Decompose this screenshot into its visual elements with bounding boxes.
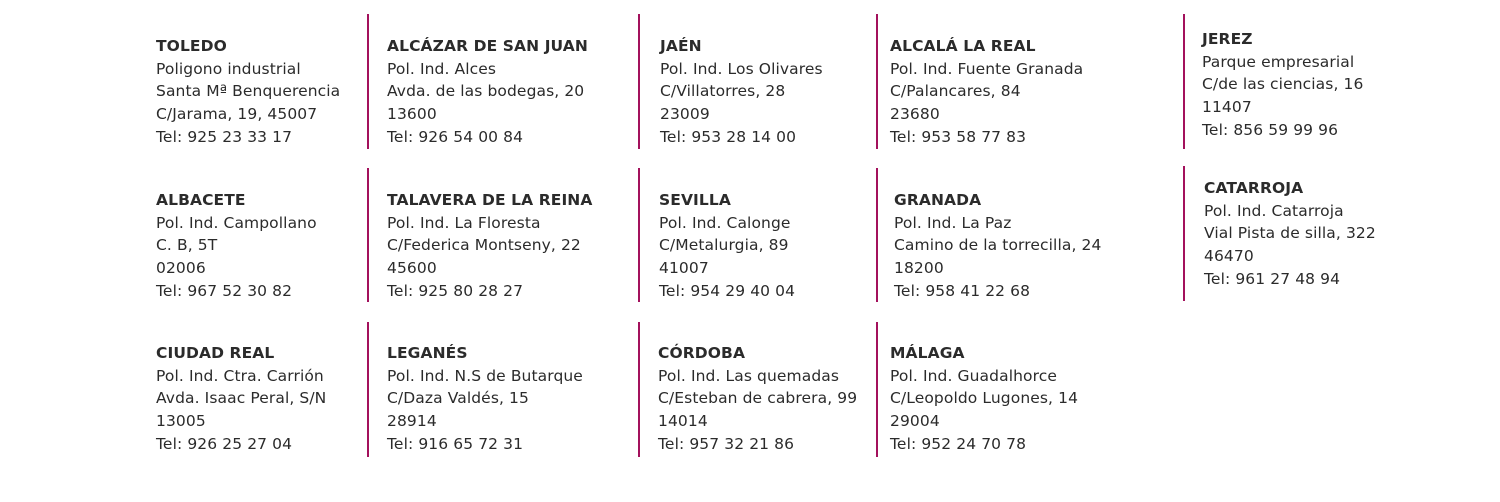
office-name: ALCÁZAR DE SAN JUAN [387, 37, 588, 55]
office-name: ALCALÁ LA REAL [890, 37, 1036, 55]
office-address-line: Pol. Ind. Alces [387, 59, 497, 78]
office-phone: Tel: 967 52 30 82 [156, 281, 293, 300]
office-name: TOLEDO [156, 37, 227, 55]
office-address-line: 46470 [1204, 247, 1254, 266]
office-address-line: 14014 [658, 412, 708, 431]
office-phone: Tel: 952 24 70 78 [890, 434, 1027, 453]
office-toledo [156, 35, 340, 149]
office-address-line: Avda. Isaac Peral, S/N [156, 389, 327, 408]
office-address-line: Pol. Ind. Catarroja [1204, 201, 1344, 220]
office-name: CIUDAD REAL [156, 344, 275, 362]
office-name: JEREZ [1202, 30, 1253, 48]
divider [638, 322, 640, 457]
office-address-line: C/Federica Montseny, 22 [387, 236, 581, 255]
office-sevilla [659, 189, 795, 303]
office-address-line: Poligono industrial [156, 59, 301, 78]
office-address-line: Pol. Ind. Guadalhorce [890, 366, 1057, 385]
office-malaga [890, 342, 1078, 456]
office-leganes [387, 342, 583, 456]
office-granada [894, 189, 1101, 303]
office-albacete [156, 189, 317, 303]
office-address-line: C/Metalurgia, 89 [659, 236, 789, 255]
office-address-line: Pol. Ind. La Floresta [387, 213, 541, 232]
office-phone: Tel: 856 59 99 96 [1202, 120, 1339, 139]
divider [638, 168, 640, 302]
office-address-line: Pol. Ind. Calonge [659, 213, 791, 232]
office-address-line: C/de las ciencias, 16 [1202, 75, 1364, 94]
office-name: CÓRDOBA [658, 344, 746, 362]
divider [1183, 166, 1185, 301]
office-address-line: 29004 [890, 412, 940, 431]
office-phone: Tel: 958 41 22 68 [894, 281, 1031, 300]
divider [367, 14, 369, 149]
office-address-line: Pol. Ind. Fuente Granada [890, 59, 1084, 78]
office-address-line: Pol. Ind. Las quemadas [658, 366, 840, 385]
office-address-line: Parque empresarial [1202, 52, 1355, 71]
office-address-line: Pol. Ind. La Paz [894, 213, 1012, 232]
office-alcazar-de-san-juan [387, 35, 588, 149]
office-address-line: Santa Mª Benquerencia [156, 82, 341, 101]
office-name: TALAVERA DE LA REINA [387, 191, 593, 209]
office-phone: Tel: 925 23 33 17 [156, 127, 293, 146]
office-address-line: C/Jarama, 19, 45007 [156, 105, 318, 124]
office-name: JAÉN [660, 37, 702, 55]
office-phone: Tel: 953 58 77 83 [890, 127, 1027, 146]
office-catarroja [1204, 177, 1376, 291]
divider [1183, 14, 1185, 149]
office-address-line: 02006 [156, 259, 206, 278]
office-address-line: Pol. Ind. N.S de Butarque [387, 366, 583, 385]
office-address-line: 28914 [387, 412, 437, 431]
office-address-line: 41007 [659, 259, 709, 278]
office-jerez [1202, 28, 1363, 142]
office-address-line: 13600 [387, 105, 437, 124]
divider [876, 322, 878, 457]
office-address-line: 11407 [1202, 98, 1252, 117]
office-address-line: Camino de la torrecilla, 24 [894, 236, 1102, 255]
office-phone: Tel: 961 27 48 94 [1204, 269, 1341, 288]
office-address-line: C/Daza Valdés, 15 [387, 389, 529, 408]
divider [367, 322, 369, 457]
office-phone: Tel: 953 28 14 00 [660, 127, 797, 146]
office-name: SEVILLA [659, 191, 731, 209]
office-address-line: Pol. Ind. Campollano [156, 213, 317, 232]
office-name: ALBACETE [156, 191, 246, 209]
office-address-line: C. B, 5T [156, 236, 218, 255]
office-address-line: Pol. Ind. Los Olivares [660, 59, 823, 78]
office-address-line: 18200 [894, 259, 944, 278]
office-address-line: Vial Pista de silla, 322 [1204, 224, 1376, 243]
office-address-line: 23009 [660, 105, 710, 124]
divider [367, 168, 369, 302]
office-address-line: 45600 [387, 259, 437, 278]
office-phone: Tel: 926 25 27 04 [156, 434, 293, 453]
office-phone: Tel: 926 54 00 84 [387, 127, 524, 146]
office-phone: Tel: 925 80 28 27 [387, 281, 524, 300]
office-phone: Tel: 916 65 72 31 [387, 434, 524, 453]
office-address-line: C/Palancares, 84 [890, 82, 1021, 101]
office-address-line: C/Esteban de cabrera, 99 [658, 389, 858, 408]
office-name: GRANADA [894, 191, 982, 209]
office-talavera-de-la-reina [387, 189, 592, 303]
divider [638, 14, 640, 149]
divider [876, 14, 878, 149]
office-ciudad-real [156, 342, 326, 456]
office-cordoba [658, 342, 857, 456]
office-address-line: C/Villatorres, 28 [660, 82, 786, 101]
office-address-line: C/Leopoldo Lugones, 14 [890, 389, 1079, 408]
office-name: LEGANÉS [387, 344, 468, 362]
office-alcala-la-real [890, 35, 1083, 149]
office-address-line: Avda. de las bodegas, 20 [387, 82, 585, 101]
divider [876, 168, 878, 302]
office-phone: Tel: 954 29 40 04 [659, 281, 796, 300]
office-phone: Tel: 957 32 21 86 [658, 434, 795, 453]
office-address-line: 23680 [890, 105, 940, 124]
office-name: CATARROJA [1204, 179, 1304, 197]
office-jaen [660, 35, 823, 149]
office-address-line: Pol. Ind. Ctra. Carrión [156, 366, 324, 385]
office-address-line: 13005 [156, 412, 206, 431]
office-name: MÁLAGA [890, 344, 965, 362]
